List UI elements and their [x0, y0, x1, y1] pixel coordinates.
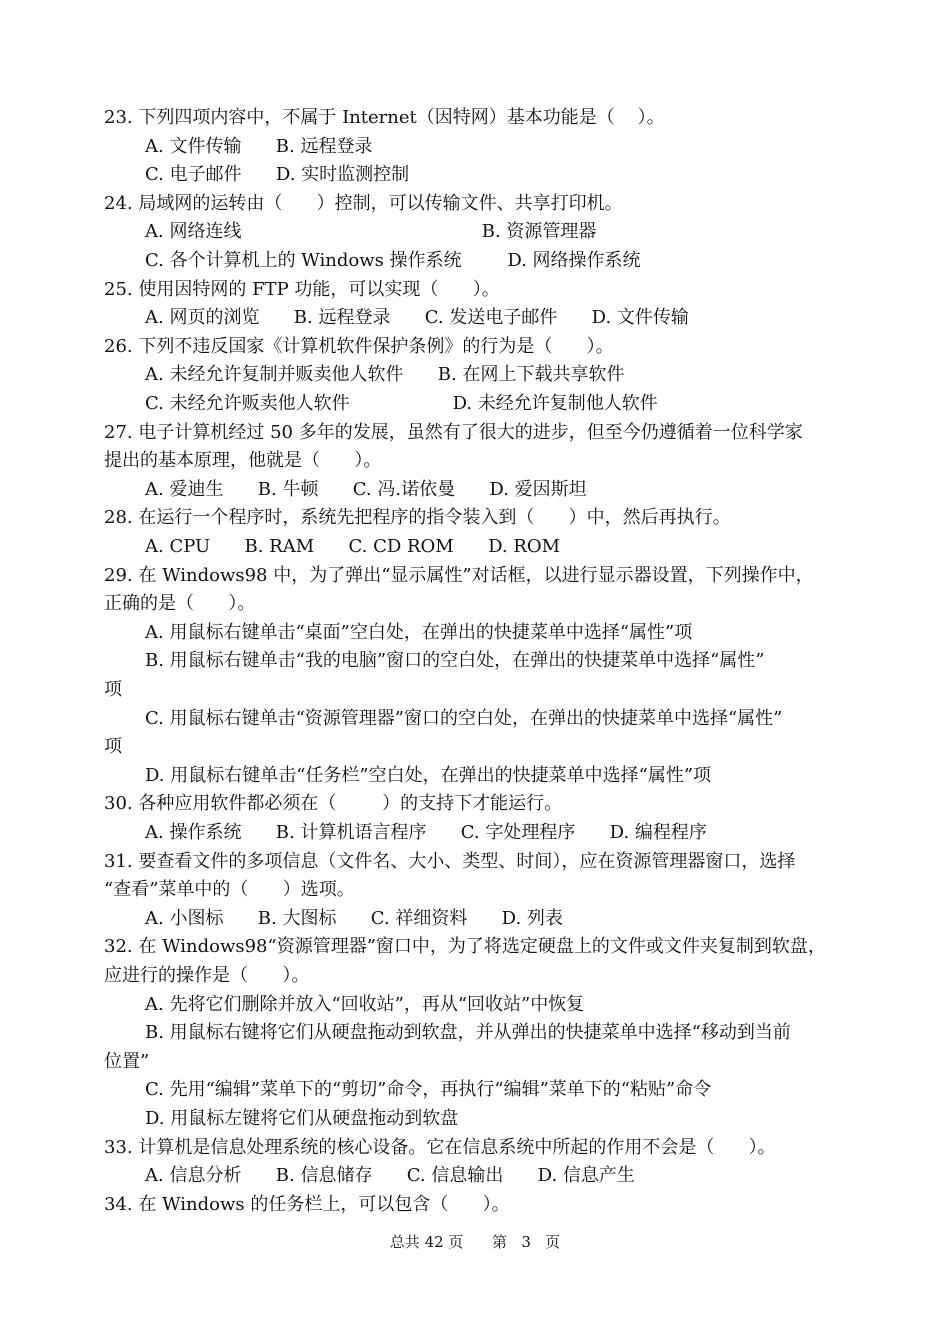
text-line: 24. 局域网的运转由（ ）控制，可以传输文件、共享打印机。	[104, 193, 623, 214]
text-line: B. 用鼠标右键将它们从硬盘拖动到软盘，并从弹出的快捷菜单中选择“移动到当前	[145, 1022, 791, 1043]
text-line: C. 电子邮件 D. 实时监测控制	[145, 164, 410, 185]
text-line: A. 操作系统 B. 计算机语言程序 C. 字处理程序 D. 编程程序	[145, 822, 707, 843]
text-line: 31. 要查看文件的多项信息（文件名、大小、类型、时间），应在资源管理器窗口，选择	[104, 851, 796, 872]
text-line: C. 用鼠标右键单击“资源管理器”窗口的空白处，在弹出的快捷菜单中选择“属性”	[145, 708, 783, 729]
text-line: 34. 在 Windows 的任务栏上，可以包含（ ）。	[104, 1194, 510, 1215]
text-line: A. CPU B. RAM C. CD ROM D. ROM	[145, 536, 561, 557]
text-line: A. 爱迪生 B. 牛顿 C. 冯.诺依曼 D. 爱因斯坦	[145, 479, 587, 500]
text-line: A. 先将它们删除并放入“回收站”，再从“回收站”中恢复	[145, 994, 585, 1015]
text-line: A. 用鼠标右键单击“桌面”空白处，在弹出的快捷菜单中选择“属性”项	[145, 622, 693, 643]
text-line: A. 未经允许复制并贩卖他人软件 B. 在网上下载共享软件	[145, 364, 625, 385]
text-line: A. 文件传输 B. 远程登录	[145, 136, 373, 157]
text-line: 位置”	[104, 1051, 150, 1072]
text-line: 23. 下列四项内容中，不属于 Internet（因特网）基本功能是（ ）。	[104, 107, 665, 128]
text-line: 30. 各种应用软件都必须在（ ）的支持下才能运行。	[104, 793, 563, 814]
text-line: D. 用鼠标右键单击“任务栏”空白处，在弹出的快捷菜单中选择“属性”项	[145, 765, 712, 786]
text-line: C. 未经允许贩卖他人软件 D. 未经允许复制他人软件	[145, 393, 658, 414]
text-line: 26. 下列不违反国家《计算机软件保护条例》的行为是（ ）。	[104, 336, 614, 357]
text-line: 应进行的操作是（ ）。	[104, 965, 310, 986]
text-line: C. 各个计算机上的 Windows 操作系统 D. 网络操作系统	[145, 250, 641, 271]
text-line: 32. 在 Windows98“资源管理器”窗口中，为了将选定硬盘上的文件或文件夹复制到软盘，	[104, 936, 826, 957]
text-line: A. 信息分析 B. 信息储存 C. 信息输出 D. 信息产生	[145, 1165, 635, 1186]
text-line: 提出的基本原理，他就是（ ）。	[104, 450, 382, 471]
text-line: “查看”菜单中的（ ）选项。	[104, 879, 355, 900]
text-line: B. 用鼠标右键单击“我的电脑”窗口的空白处，在弹出的快捷菜单中选择“属性”	[145, 650, 765, 671]
text-line: 正确的是（ ）。	[104, 593, 256, 614]
text-line: C. 先用“编辑”菜单下的“剪切”命令，再执行“编辑”菜单下的“粘贴”命令	[145, 1079, 712, 1100]
text-line: 项	[104, 736, 122, 757]
page-footer: 总共 42 页 第 3 页	[389, 1233, 561, 1251]
text-line: 项	[104, 679, 122, 700]
text-line: A. 网络连线 B. 资源管理器	[145, 221, 597, 242]
text-line: 28. 在运行一个程序时，系统先把程序的指令装入到（ ）中，然后再执行。	[104, 507, 731, 528]
text-line: 27. 电子计算机经过 50 多年的发展，虽然有了很大的进步，但至今仍遵循着一位科学家	[104, 422, 803, 443]
text-line: 33. 计算机是信息处理系统的核心设备。它在信息系统中所起的作用不会是（ ）。	[104, 1137, 776, 1158]
text-line: D. 用鼠标左键将它们从硬盘拖动到软盘	[145, 1108, 459, 1129]
text-line: 29. 在 Windows98 中，为了弹出“显示属性”对话框，以进行显示器设置，下列操作中，	[104, 565, 814, 586]
text-line: A. 小图标 B. 大图标 C. 祥细资料 D. 列表	[145, 908, 563, 929]
text-line: A. 网页的浏览 B. 远程登录 C. 发送电子邮件 D. 文件传输	[145, 307, 689, 328]
text-line: 25. 使用因特网的 FTP 功能，可以实现（ ）。	[104, 279, 500, 300]
